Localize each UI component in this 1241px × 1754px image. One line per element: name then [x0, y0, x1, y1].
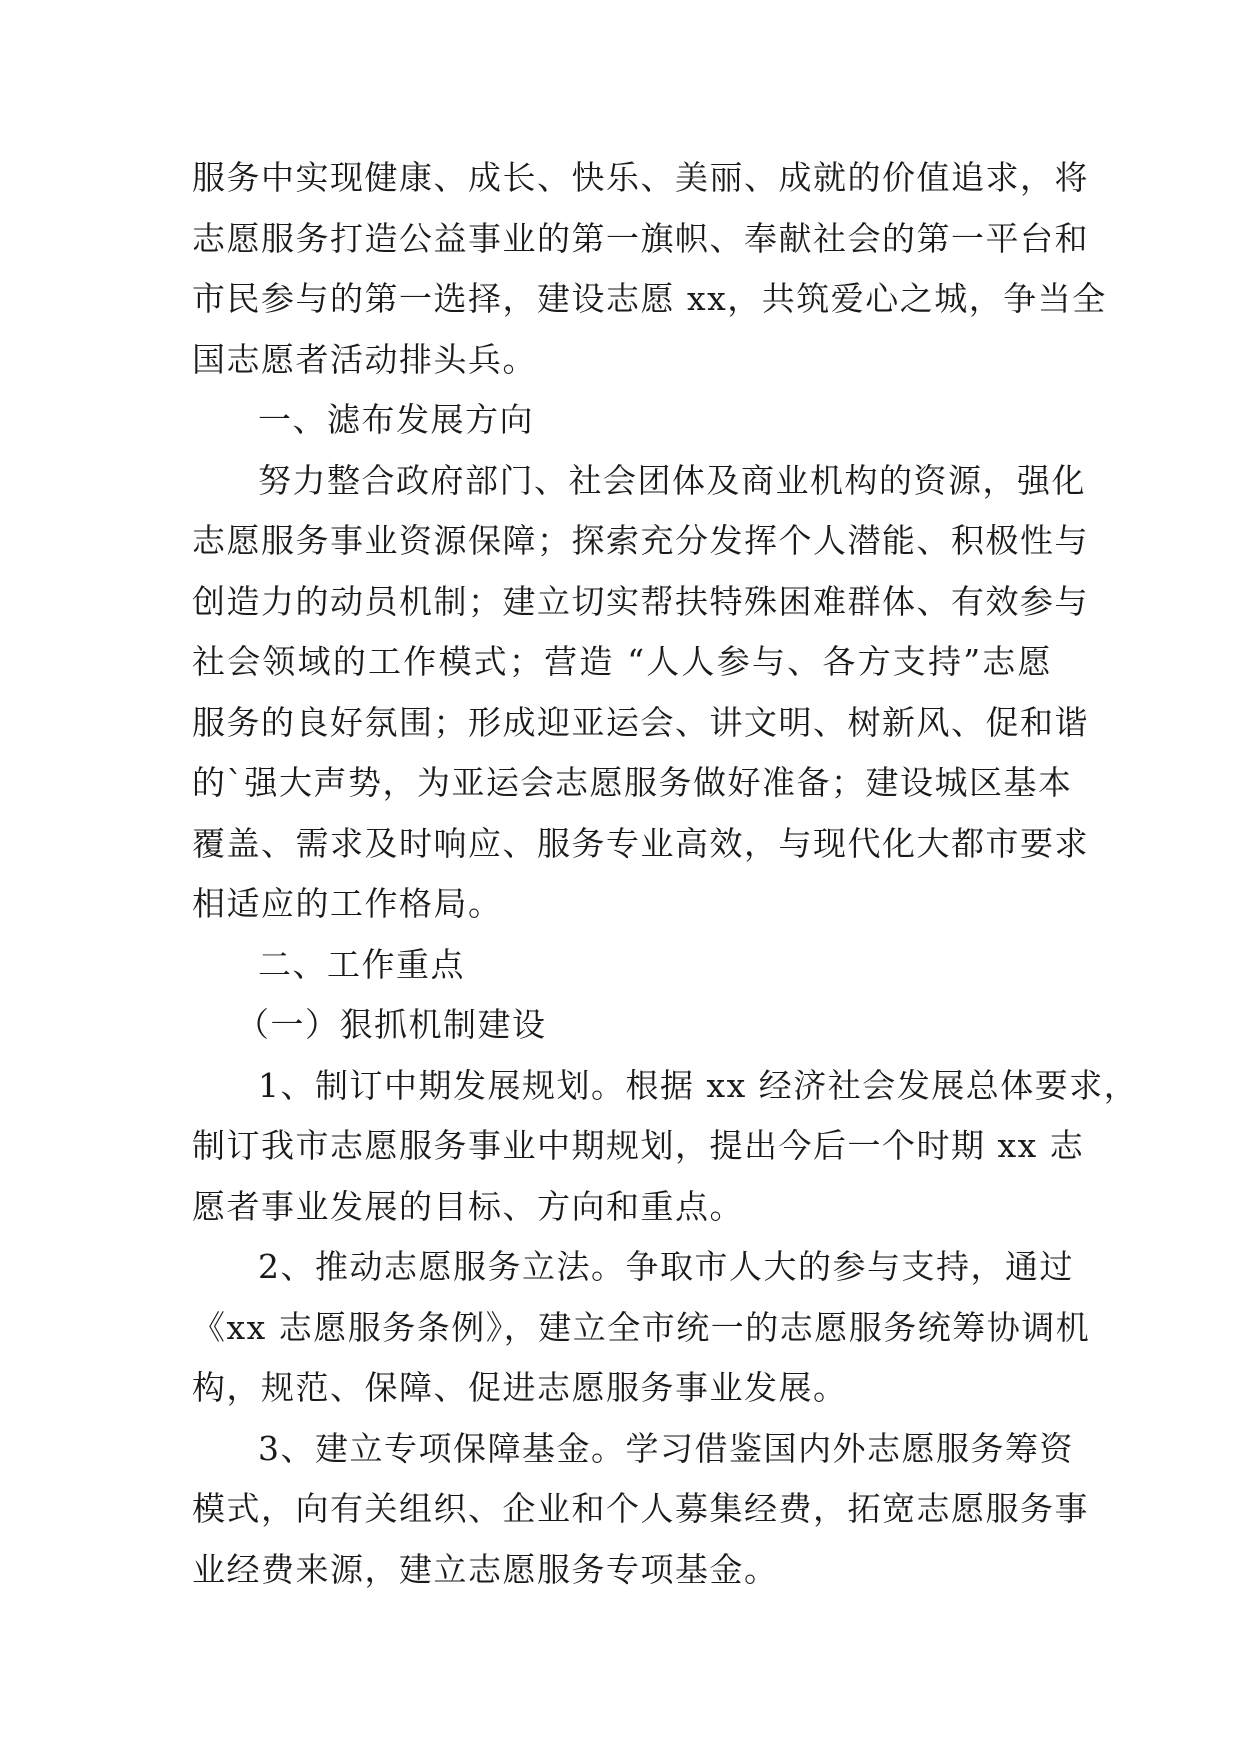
text-line: 努力整合政府部门、社会团体及商业机构的资源，强化 [258, 460, 1086, 500]
text-line: 构，规范、保障、促进志愿服务事业发展。 [192, 1368, 848, 1407]
text-line: 国志愿者活动排头兵。 [192, 339, 537, 379]
text-line: 业经费来源，建立志愿服务专项基金。 [192, 1549, 779, 1589]
text-line: 覆盖、需求及时响应、服务专业高效，与现代化大都市要求 [192, 823, 1089, 863]
text-line: 1、制订中期发展规划。根据 xx 经济社会发展总体要求， [258, 1065, 1139, 1105]
section-heading: 一、滤布发展方向 [258, 400, 534, 439]
subsection-heading: （一）狠抓机制建设 [236, 1005, 547, 1044]
text-line: 《xx 志愿服务条例》，建立全市统一的志愿服务统筹协调机 [192, 1307, 1091, 1347]
text-line: 服务的良好氛围；形成迎亚运会、讲文明、树新风、促和谐 [192, 702, 1089, 742]
text-line: 志愿服务打造公益事业的第一旗帜、奉献社会的第一平台和 [192, 218, 1089, 258]
text-line: 3、建立专项保障基金。学习借鉴国内外志愿服务筹资 [258, 1428, 1074, 1468]
document-body [192, 148, 1139, 1600]
text-line: 社会领域的工作模式；营造 “人人参与、各方支持”志愿 [192, 642, 1052, 681]
text-line: 相适应的工作格局。 [192, 884, 503, 923]
text-line: 2、推动志愿服务立法。争取市人大的参与支持，通过 [258, 1247, 1074, 1286]
text-line: 愿者事业发展的目标、方向和重点。 [192, 1186, 744, 1226]
text-line: 制订我市志愿服务事业中期规划，提出今后一个时期 xx 志 [192, 1126, 1085, 1165]
text-line: 的`强大声势，为亚运会志愿服务做好准备；建设城区基本 [192, 763, 1073, 802]
section-heading: 二、工作重点 [258, 944, 465, 984]
text-line: 创造力的动员机制；建立切实帮扶特殊困难群体、有效参与 [192, 581, 1089, 621]
text-line: 志愿服务事业资源保障；探索充分发挥个人潜能、积极性与 [192, 521, 1089, 560]
text-line: 模式，向有关组织、企业和个人募集经费，拓宽志愿服务事 [192, 1489, 1089, 1528]
text-line: 市民参与的第一选择，建设志愿 xx，共筑爱心之城，争当全 [192, 279, 1107, 318]
text-line: 服务中实现健康、成长、快乐、美丽、成就的价值追求，将 [192, 158, 1089, 197]
